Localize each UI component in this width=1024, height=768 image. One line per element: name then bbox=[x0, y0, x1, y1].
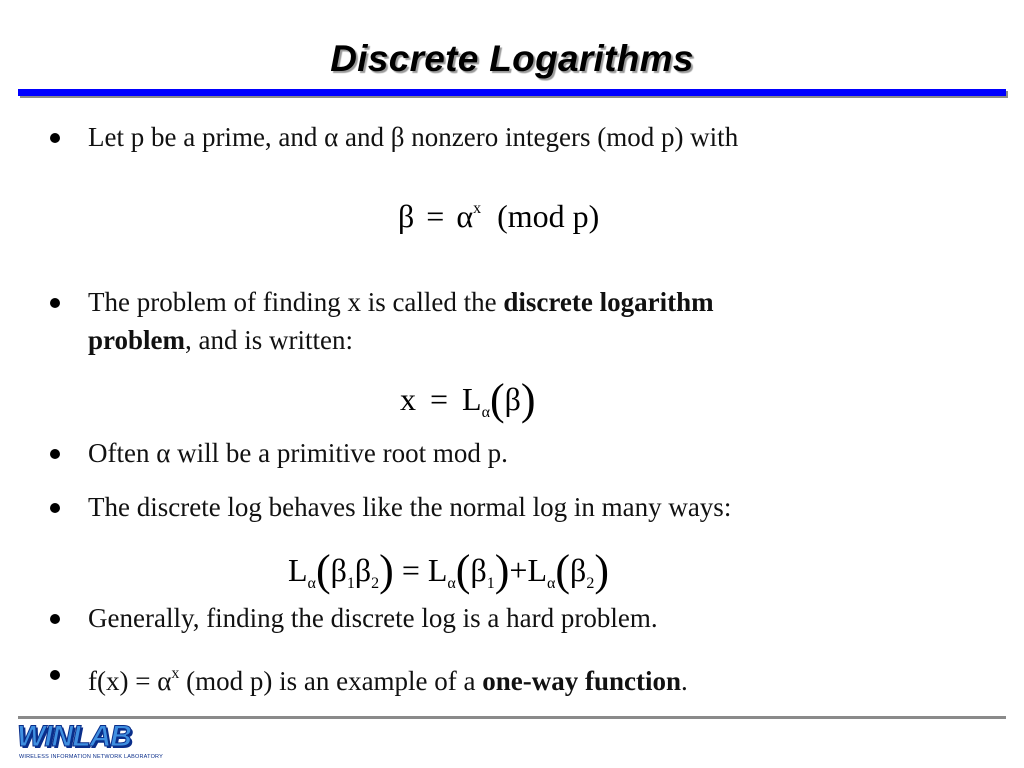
bullet-text-part: The problem of finding x is called the bbox=[88, 287, 504, 317]
eq-paren: ( bbox=[455, 546, 471, 595]
bullet-text: Generally, finding the discrete log is a hard problem. bbox=[88, 603, 658, 633]
eq-subscript: 2 bbox=[371, 575, 380, 592]
equation-x-equals-log bbox=[400, 374, 536, 425]
bullet-text: Often α will be a primitive root mod p. bbox=[88, 438, 508, 468]
eq-subscript: α bbox=[447, 575, 456, 592]
bullet-text bbox=[88, 283, 948, 359]
eq-symbol: L bbox=[462, 381, 482, 417]
eq-paren: ( bbox=[555, 546, 571, 595]
eq-subscript: 1 bbox=[486, 575, 495, 592]
eq-subscript: 2 bbox=[586, 575, 595, 592]
bullet-dot-icon bbox=[50, 133, 60, 143]
footer-divider bbox=[18, 716, 1006, 719]
eq-symbol: x bbox=[400, 381, 416, 417]
bullet-dot-icon bbox=[50, 449, 60, 459]
logo-wordmark: WINLAB bbox=[17, 720, 131, 753]
eq-symbol: L bbox=[527, 552, 547, 588]
eq-symbol: (mod p) bbox=[497, 198, 600, 234]
eq-symbol: = bbox=[430, 381, 449, 417]
eq-subscript: α bbox=[481, 404, 490, 421]
eq-subscript: α bbox=[307, 575, 316, 592]
bullet-text bbox=[88, 655, 948, 700]
eq-symbol: = bbox=[426, 198, 445, 234]
bullet-text: Let p be a prime, and α and β nonzero integers (mod p) with bbox=[88, 122, 739, 152]
title-divider bbox=[18, 89, 1006, 96]
bullet-dot-icon bbox=[50, 670, 60, 680]
term-bold: problem bbox=[88, 325, 186, 355]
eq-subscript: 1 bbox=[346, 575, 355, 592]
slide-title: Discrete Logarithms bbox=[330, 38, 694, 79]
eq-paren: ( bbox=[315, 546, 331, 595]
eq-paren: ( bbox=[489, 375, 505, 424]
equation-beta-alpha-x bbox=[398, 198, 599, 235]
bullet-text-part: . bbox=[681, 666, 688, 696]
eq-symbol: = bbox=[401, 552, 420, 588]
eq-paren: ) bbox=[379, 546, 394, 595]
eq-exponent: x bbox=[473, 200, 482, 217]
eq-subscript: α bbox=[546, 575, 556, 592]
bullet-dot-icon bbox=[50, 503, 60, 513]
eq-symbol: β bbox=[504, 381, 521, 417]
bullet-text-part: (mod p) is an example of a bbox=[179, 666, 483, 696]
bullet-text-part: , and is written: bbox=[185, 325, 353, 355]
eq-symbol: L bbox=[427, 552, 448, 588]
eq-symbol: α bbox=[456, 198, 474, 234]
logo-tagline: WIRELESS INFORMATION NETWORK LABORATORY bbox=[19, 754, 163, 760]
term-bold: one-way function bbox=[482, 666, 682, 696]
eq-paren: ) bbox=[520, 375, 536, 424]
eq-symbol: β bbox=[330, 552, 347, 588]
eq-symbol: L bbox=[288, 552, 308, 588]
bullet-dot-icon bbox=[50, 614, 60, 624]
bullet-text-part: f(x) = α bbox=[88, 666, 172, 696]
eq-paren: ) bbox=[594, 546, 609, 595]
eq-exponent: x bbox=[171, 665, 180, 682]
eq-symbol: β bbox=[570, 552, 587, 588]
winlab-logo bbox=[17, 722, 167, 762]
term-bold: discrete logarithm bbox=[503, 287, 714, 317]
eq-symbol: β bbox=[470, 552, 487, 588]
eq-symbol: + bbox=[509, 552, 528, 588]
eq-symbol: β bbox=[354, 552, 372, 588]
eq-symbol: β bbox=[398, 198, 415, 234]
equation-log-product-rule bbox=[288, 545, 609, 596]
bullet-dot-icon bbox=[50, 298, 60, 308]
bullet-text: The discrete log behaves like the normal log in many ways: bbox=[88, 492, 732, 522]
eq-paren: ) bbox=[494, 546, 510, 595]
